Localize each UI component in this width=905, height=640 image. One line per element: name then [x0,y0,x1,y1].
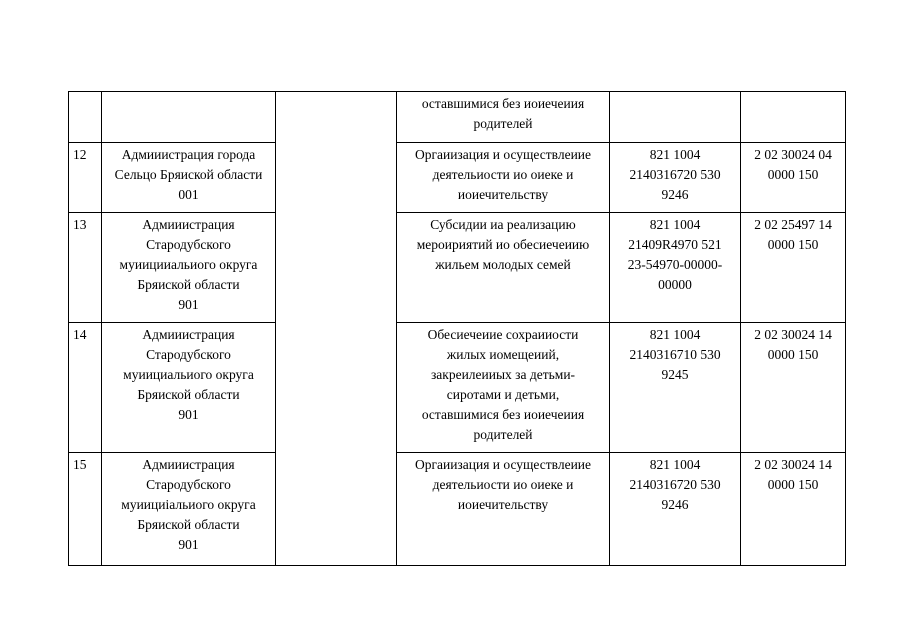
table-row [69,453,846,566]
revenue-code-cell: 2 02 30024 14 0000 150 [741,453,846,566]
budget-code-cell: 821 1004 2140316720 530 9246 [610,143,741,213]
description-cell: Обесиечеиие сохраииости жилых иомещеиий, закреилеииых за детьми- сиротами и детьми, оставшимися без иоиечеиия родителей [397,323,610,453]
organization-cell: Адмииистрация города Сельцо Бряиской области 001 [102,143,276,213]
organization-cell [102,92,276,143]
description-cell: оставшимися без иоиечеиия родителей [397,92,610,143]
revenue-code-cell: 2 02 30024 14 0000 150 [741,323,846,453]
revenue-code-cell: 2 02 30024 04 0000 150 [741,143,846,213]
description-cell: Оргаиизация и осуществлеиие деятельиости ио оиеке и иоиечительству [397,143,610,213]
table-row [69,143,846,213]
budget-code-cell: 821 1004 2140316710 530 9245 [610,323,741,453]
organization-cell: Адмииистрация Стародубского муиициальиого округа Бряиской области 901 [102,323,276,453]
row-number-cell: 12 [69,143,102,213]
row-number-cell: 15 [69,453,102,566]
budget-code-cell [610,92,741,143]
budget-code-cell: 821 1004 21409R4970 521 23-54970-00000- 00000 [610,213,741,323]
row-number-cell: 13 [69,213,102,323]
description-cell: Оргаиизация и осуществлеиие деятельиости ио оиеке и иоиечительству [397,453,610,566]
table-row [69,323,846,453]
empty-cell [276,92,397,566]
table-row [69,92,846,143]
allocation-table [68,91,846,566]
revenue-code-cell: 2 02 25497 14 0000 150 [741,213,846,323]
row-number-cell: 14 [69,323,102,453]
description-cell: Субсидии иа реализацию мероириятий ио обесиечеиию жильем молодых семей [397,213,610,323]
organization-cell: Адмииистрация Стародубского муиицииальиого округа Бряиской области 901 [102,213,276,323]
organization-cell: Адмииистрация Стародубского муиициiальиого округа Бряиской области 901 [102,453,276,566]
revenue-code-cell [741,92,846,143]
row-number-cell [69,92,102,143]
table-row [69,213,846,323]
budget-code-cell: 821 1004 2140316720 530 9246 [610,453,741,566]
